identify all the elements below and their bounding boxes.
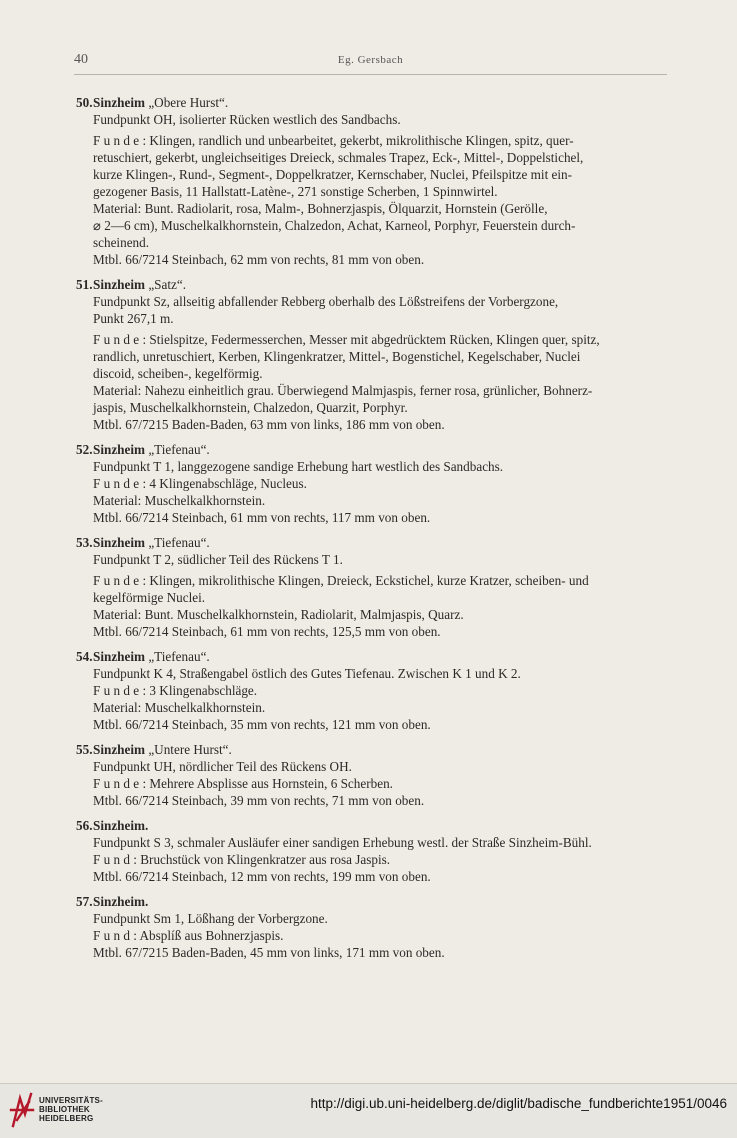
site-entry — [76, 441, 669, 526]
entry-line: Mtbl. 66/7214 Steinbach, 35 mm von rechts, 121 mm von oben. — [93, 717, 431, 732]
entry-line: Fundpunkt T 1, langgezogene sandige Erhebung hart westlich des Sandbachs. — [93, 459, 504, 474]
entry-heading — [76, 276, 669, 293]
site-entry — [76, 94, 669, 268]
entry-heading — [76, 817, 669, 834]
entry-line: Material: Nahezu einheitlich grau. Überwiegend Malmjaspis, ferner rosa, grünlicher, Bohnerz- — [93, 383, 593, 398]
entry-locality: „Obere Hurst“. — [148, 95, 229, 110]
entry-line: jaspis, Muschelkalkhornstein, Chalzedon, Quarzit, Porphyr. — [93, 400, 408, 415]
entry-line: Material: Muschelkalkhornstein. — [93, 493, 266, 508]
entry-site-name: Sinzheim — [93, 95, 146, 110]
entry-line: Fundpunkt S 3, schmaler Ausläufer einer sandigen Erhebung westl. der Straße Sinzheim-Bühl. — [93, 835, 592, 850]
logo-line-1: UNIVERSITÄTS- — [39, 1096, 103, 1105]
entry-number: 50. — [76, 95, 93, 110]
entry-line: Mtbl. 67/7215 Baden-Baden, 63 mm von links, 186 mm von oben. — [93, 417, 445, 432]
entry-body — [76, 665, 669, 733]
entry-number: 54. — [76, 649, 93, 664]
entry-heading — [76, 94, 669, 111]
entry-line: Material: Bunt. Radiolarit, rosa, Malm-, Bohnerzjaspis, Ölquarzit, Hornstein (Gerölle, — [93, 201, 548, 216]
entry-site-name: Sinzheim — [93, 442, 146, 457]
entry-line: Fundpunkt Sz, allseitig abfallender Rebberg oberhalb des Lößstreifens der Vorbergzone, — [93, 294, 559, 309]
entry-body — [76, 910, 669, 961]
entry-line: Mtbl. 66/7214 Steinbach, 62 mm von rechts, 81 mm von oben. — [93, 252, 425, 267]
entry-locality: „Tiefenau“. — [148, 535, 210, 550]
entry-line: kurze Klingen-, Rund-, Segment-, Doppelkratzer, Kernschaber, Nuclei, Pfeilspitze mit ein- — [93, 167, 573, 182]
entry-locality: „Tiefenau“. — [148, 649, 210, 664]
entry-locality: „Untere Hurst“. — [148, 742, 232, 757]
entry-line: Mtbl. 66/7214 Steinbach, 61 mm von rechts, 117 mm von oben. — [93, 510, 431, 525]
entry-line: F u n d : Bruchstück von Klingenkratzer aus rosa Jaspis. — [93, 852, 391, 867]
entry-heading — [76, 441, 669, 458]
entry-line: F u n d e : Mehrere Absplisse aus Hornstein, 6 Scherben. — [93, 776, 393, 791]
source-url-link[interactable]: http://digi.ub.uni-heidelberg.de/diglit/badische_fundberichte1951/0046 — [310, 1096, 727, 1111]
entry-body — [76, 551, 669, 640]
entry-heading — [76, 534, 669, 551]
entry-number: 51. — [76, 277, 93, 292]
site-entry — [76, 817, 669, 885]
entry-heading — [76, 893, 669, 910]
entry-site-name: Sinzheim — [93, 535, 146, 550]
entry-line: Material: Muschelkalkhornstein. — [93, 700, 266, 715]
entry-body — [76, 758, 669, 809]
footer-bar — [0, 1083, 737, 1138]
logo-line-3: HEIDELBERG — [39, 1114, 94, 1123]
entry-line: scheinend. — [93, 235, 150, 250]
entry-site-name: Sinzheim — [93, 277, 146, 292]
entry-line: randlich, unretuschiert, Kerben, Klingenkratzer, Mittel-, Bogenstichel, Kegelschaber, Nuclei — [93, 349, 581, 364]
entry-line: discoid, scheiben-, kegelförmig. — [93, 366, 263, 381]
entry-number: 57. — [76, 894, 93, 909]
entry-line: gezogener Basis, 11 Hallstatt-Latène-, 271 sonstige Scherben, 1 Spinnwirtel. — [93, 184, 498, 199]
university-library-logo-icon — [9, 1092, 35, 1128]
entry-line: F u n d e : 3 Klingenabschläge. — [93, 683, 258, 698]
entry-line: Mtbl. 66/7214 Steinbach, 39 mm von rechts, 71 mm von oben. — [93, 793, 425, 808]
entry-number: 55. — [76, 742, 93, 757]
entry-line: F u n d : Absplíß aus Bohnerzjaspis. — [93, 928, 284, 943]
entry-line: Fundpunkt OH, isolierter Rücken westlich des Sandbachs. — [93, 112, 401, 127]
entry-line: Mtbl. 66/7214 Steinbach, 12 mm von rechts, 199 mm von oben. — [93, 869, 431, 884]
running-title: Eg. Gersbach — [337, 54, 404, 66]
entry-locality: „Satz“. — [148, 277, 187, 292]
entry-heading — [76, 648, 669, 665]
entry-body — [76, 458, 669, 526]
entry-site-name: Sinzheim. — [93, 894, 149, 909]
entry-line: Mtbl. 67/7215 Baden-Baden, 45 mm von links, 171 mm von oben. — [93, 945, 445, 960]
entry-line: retuschiert, gekerbt, ungleichseitiges Dreieck, schmales Trapez, Eck-, Mittel-, Doppelstichel, — [93, 150, 584, 165]
entry-line: F u n d e : 4 Klingenabschläge, Nucleus. — [93, 476, 307, 491]
logo-line-2: BIBLIOTHEK — [39, 1105, 90, 1114]
header-rule — [74, 74, 667, 75]
entry-number: 53. — [76, 535, 93, 550]
entry-site-name: Sinzheim — [93, 742, 146, 757]
site-entries — [76, 94, 669, 969]
entry-body — [76, 111, 669, 268]
entry-heading — [76, 741, 669, 758]
entry-body — [76, 834, 669, 885]
entry-line: Material: Bunt. Muschelkalkhornstein, Radiolarit, Malmjaspis, Quarz. — [93, 607, 464, 622]
entry-site-name: Sinzheim — [93, 649, 146, 664]
site-entry — [76, 741, 669, 809]
entry-number: 52. — [76, 442, 93, 457]
site-entry — [76, 276, 669, 433]
entry-site-name: Sinzheim. — [93, 818, 149, 833]
page-number: 40 — [74, 52, 88, 67]
site-entry — [76, 648, 669, 733]
entry-line: F u n d e : Stielspitze, Federmesserchen, Messer mit abgedrücktem Rücken, Klingen quer, spitz, — [93, 332, 600, 347]
library-logo-text — [39, 1096, 103, 1123]
entry-line: Fundpunkt K 4, Straßengabel östlich des Gutes Tiefenau. Zwischen K 1 und K 2. — [93, 666, 521, 681]
entry-line: Fundpunkt T 2, südlicher Teil des Rückens T 1. — [93, 552, 343, 567]
entry-line: F u n d e : Klingen, randlich und unbearbeitet, gekerbt, mikrolithische Klingen, spitz, quer- — [93, 133, 574, 148]
entry-locality: „Tiefenau“. — [148, 442, 210, 457]
entry-line: Punkt 267,1 m. — [93, 311, 174, 326]
entry-line: F u n d e : Klingen, mikrolithische Klingen, Dreieck, Eckstichel, kurze Kratzer, scheiben- und — [93, 573, 589, 588]
entry-number: 56. — [76, 818, 93, 833]
entry-line: ⌀ 2—6 cm), Muschelkalkhornstein, Chalzedon, Achat, Karneol, Porphyr, Feuerstein durch- — [93, 218, 576, 233]
entry-line: Mtbl. 66/7214 Steinbach, 61 mm von rechts, 125,5 mm von oben. — [93, 624, 441, 639]
entry-line: Fundpunkt UH, nördlicher Teil des Rückens OH. — [93, 759, 352, 774]
entry-line: Fundpunkt Sm 1, Lößhang der Vorbergzone. — [93, 911, 328, 926]
site-entry — [76, 893, 669, 961]
page-header — [74, 52, 667, 72]
entry-body — [76, 293, 669, 433]
entry-line: kegelförmige Nuclei. — [93, 590, 206, 605]
site-entry — [76, 534, 669, 640]
